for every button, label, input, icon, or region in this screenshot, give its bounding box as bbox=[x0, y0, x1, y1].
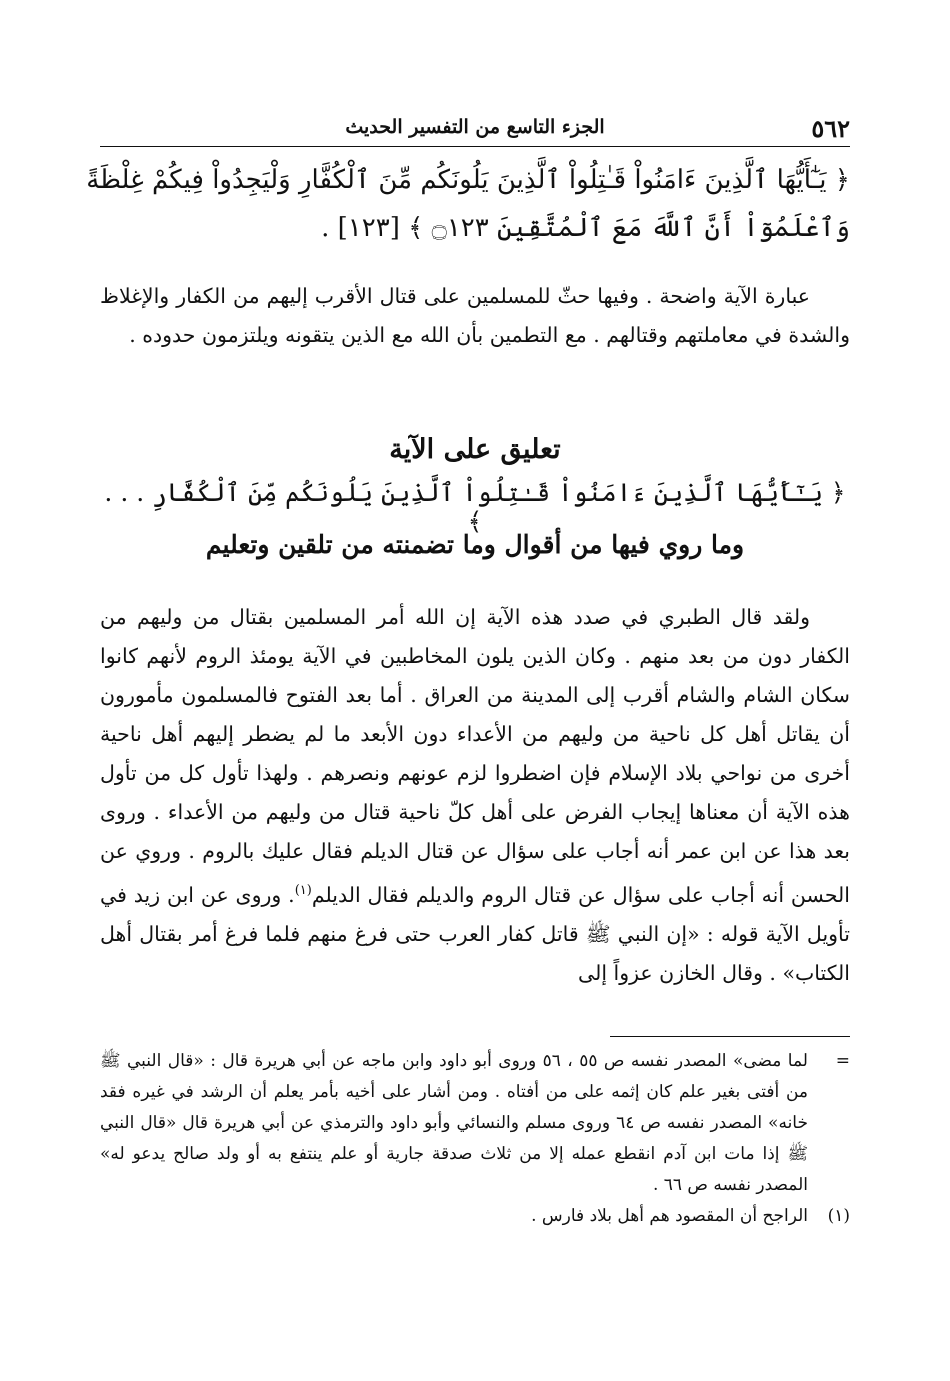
main-paragraph-part2: . وروى عن ابن زيد في تأويل الآية قوله : «إن النبي ﷺ قاتل كفار العرب حتى فرغ منهم فلما فرغ أمر بقتال أهل الكتاب» . وقال الخازن عزواً إلى bbox=[100, 882, 850, 985]
main-paragraph-text bbox=[100, 598, 850, 993]
footnote-continuation bbox=[100, 1046, 850, 1201]
footnote-reference: (١) bbox=[294, 883, 312, 898]
verse-line-1: ﴿ يَـٰٓأَيُّهَا ٱلَّذِينَ ءَامَنُواْ قَـٰتِلُواْ ٱلَّذِينَ يَلُونَكُم مِّنَ ٱلْكُفَّارِ وَلْيَجِدُواْ فِيكُمْ غِلْظَةً bbox=[86, 165, 850, 195]
main-paragraph bbox=[100, 598, 850, 993]
footnote-rule bbox=[610, 1036, 850, 1037]
footnote-1-marker: (١) bbox=[827, 1206, 850, 1226]
commentary-subtitle: وما روي فيها من أقوال وما تضمنته من تلقين وتعليم bbox=[205, 530, 745, 559]
verse-line-2: وَٱعْلَمُوٓاْ أَنَّ ٱللَّهَ مَعَ ٱلْمُتَّقِينَ ۝١٢٣ ﴾ [١٢٣] . bbox=[321, 213, 850, 243]
footnotes bbox=[100, 1046, 850, 1232]
footnote-1-text: الراجح أن المقصود هم أهل بلاد فارس . bbox=[531, 1206, 808, 1226]
page-number: ٥٦٢ bbox=[811, 114, 850, 143]
main-paragraph-part1: ولقد قال الطبري في صدد هذه الآية إن الله أمر المسلمين بقتال من وليهم من الكفار دون من بعد منهم . وكان الذين يلون المخاطبين في الآية يومئذ الروم لأنهم كانوا سكان الشام والشام أقرب إلى المدينة من العراق . أما بعد الفتوح فالمسلمون مأمورون أن يقاتل أهل كل ناحية من وليهم من الأعداء دون الأبعد ما لم يضطر إليهم أهل ناحية أخرى من نواحي بلاد الإسلام فإن اضطروا لزم عونهم ونصرهم . ولهذا تأول كل من تأول هذه الآية أن معناها إيجاب الفرض على أهل كلّ ناحية قتال من وليهم من الأعداء . وروى بعد هذا عن ابن عمر أنه أجاب على سؤال عن قتال الديلم فقال عليك بالروم . وروي عن الحسن أنه أجاب على سؤال عن قتال الروم والديلم فقال الديلم bbox=[100, 605, 850, 907]
commentary-title: تعليق على الآية bbox=[389, 434, 561, 465]
page-header bbox=[100, 112, 850, 146]
header-rule bbox=[100, 146, 850, 147]
continuation-marker: = bbox=[835, 1051, 850, 1071]
running-title: الجزء التاسع من التفسير الحديث bbox=[345, 116, 605, 138]
intro-paragraph-text: عبارة الآية واضحة . وفيها حثّ للمسلمين على قتال الأقرب إليهم من الكفار والإغلاظ والشدة في معاملتهم وقتالهم . مع التطمين بأن الله مع الذين يتقونه ويلتزمون حدوده . bbox=[100, 284, 850, 347]
footnote-1 bbox=[100, 1201, 850, 1232]
commentary-verse: ﴿ يَـٰٓأَيُّهَا ٱلَّذِينَ ءَامَنُواْ قَـٰتِلُواْ ٱلَّذِينَ يَلُونَكُم مِّنَ ٱلْكُفَّارِ . . . ﴾ bbox=[104, 478, 846, 536]
quran-verse bbox=[86, 156, 850, 252]
intro-paragraph bbox=[100, 277, 850, 355]
continuation-text: لما مضى» المصدر نفسه ص ٥٥ ، ٥٦ وروى أبو داود وابن ماجه عن أبي هريرة قال : «قال النبي ﷺ من أفتى بغير علم كان إثمه على من أفتاه . ومن أشار على أخيه بأمر يعلم أن الرشد في غيره فقد خانه» المصدر نفسه ص ٦٤ وروى مسلم والنسائي وأبو داود والترمذي عن أبي هريرة قال «قال النبي ﷺ إذا مات ابن آدم انقطع عمله إلا من ثلاث صدقة جارية أو علم ينتفع به أو ولد صالح يدعو له» المصدر نفسه ص ٦٦ . bbox=[100, 1051, 808, 1195]
